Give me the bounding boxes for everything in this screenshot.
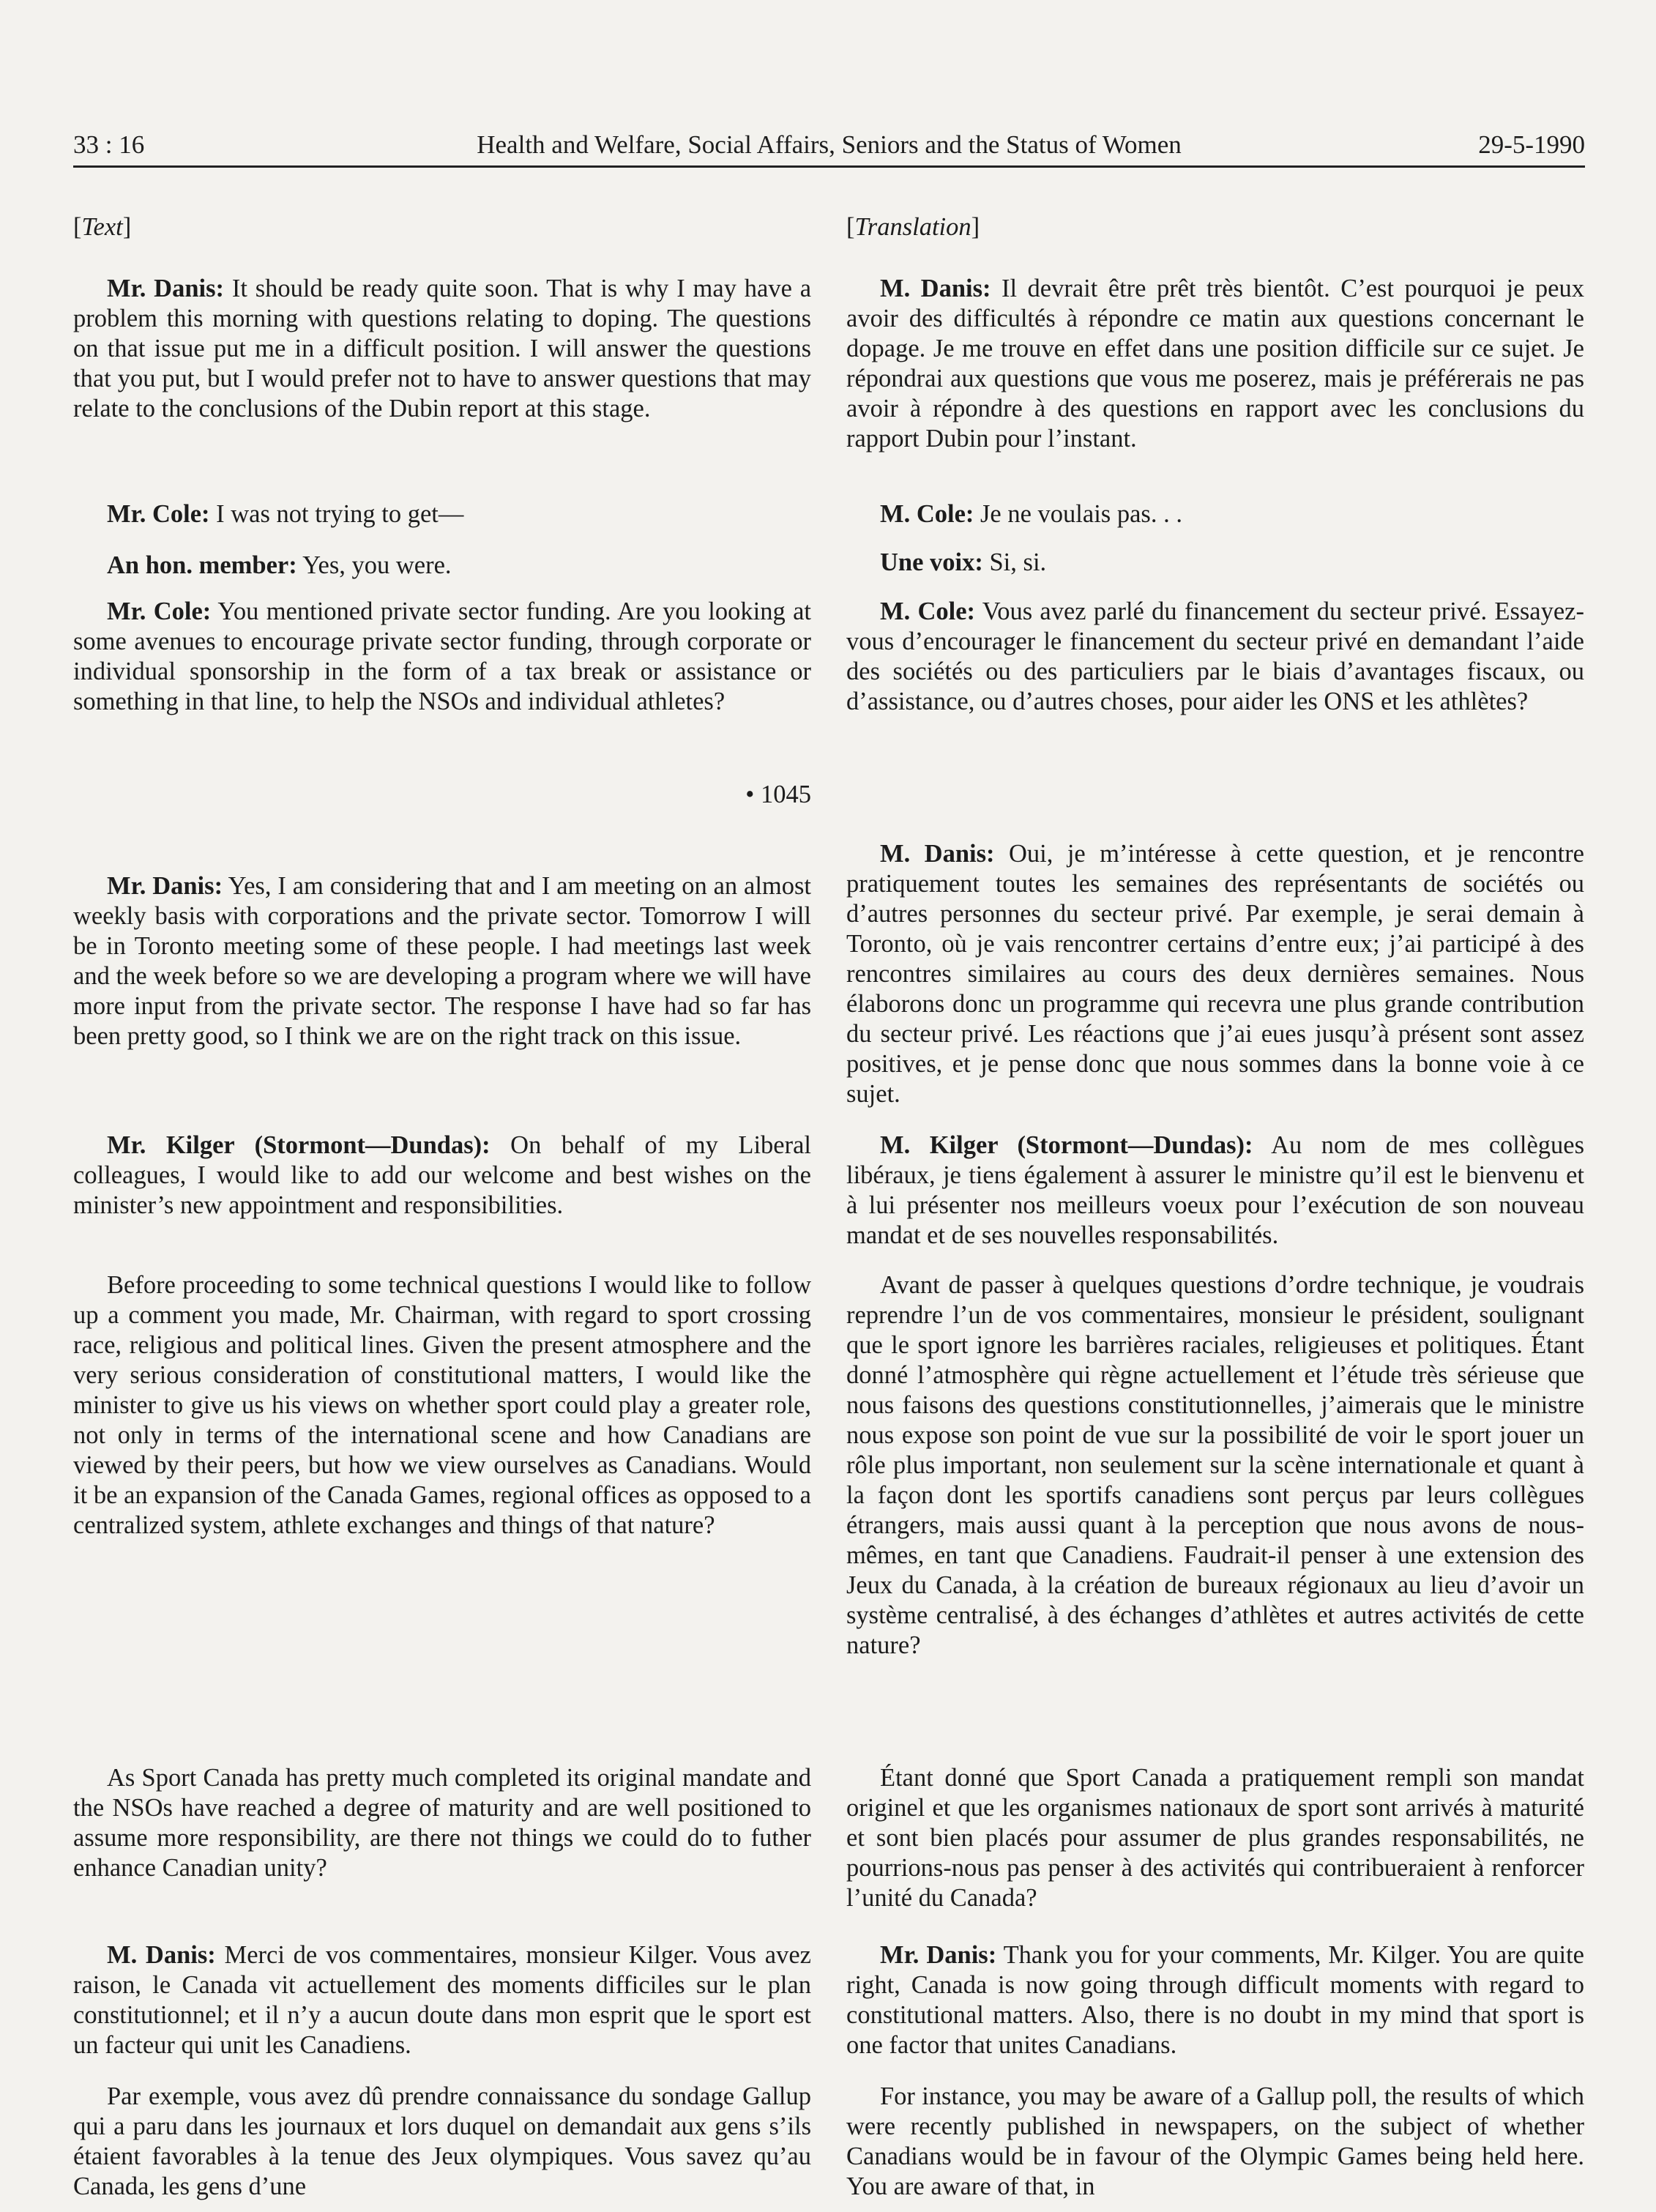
meeting-date: 29-5-1990	[1478, 130, 1585, 159]
paragraph: Mr. Danis: It should be ready quite soon. That is why I may have a problem this morning with questions relating to doping. The questions on that issue put me in a difficult position. I will answer the questions that you put, but I would prefer not to have to answer questions that may relate to the conclusions of the Dubin report at this stage.	[73, 275, 812, 422]
paragraph: Une voix: Si, si.	[880, 548, 1047, 576]
paragraph: M. Danis: Oui, je m’intéresse à cette question, et je rencontre pratiquement toutes les semaines des représentants de sociétés ou d’autres personnes du secteur privé. Par exemple, je serai demain à Toronto, où je vais rencontrer certains d’entre eux; j’ai participé à des rencontres similaires au cours des deux dernières semaines. Nous élaborons donc un programme qui recevra une plus grande contribution du secteur privé. Les réactions que j’ai eues jusqu’à présent sont assez positives, et je pense donc que nous sommes dans la bonne voie à ce sujet.	[846, 840, 1584, 1108]
page-number: 33 : 16	[73, 130, 145, 159]
paragraph: M. Danis: Il devrait être prêt très bientôt. C’est pourquoi je peux avoir des difficultés à répondre ce matin aux questions concernant le dopage. Je me trouve en effet dans une position difficile sur ce sujet. Je répondrai aux questions que vous me poserez, mais je préférerais ne pas avoir à répondre à des questions en rapport avec les conclusions du rapport Dubin pour l’instant.	[846, 275, 1584, 453]
paragraph: Before proceeding to some technical questions I would like to follow up a comment you made, Mr. Chairman, with regard to sport crossing race, religious and political lines. Given the present atmosphere and the very serious consideration of constitutional matters, I would like the minister to give us his views on whether sport could play a greater role, not only in terms of the international scene and how Canadians are viewed by their peers, but how we view ourselves as Canadians. Would it be an expansion of the Canada Games, regional offices as opposed to a centralized system, athlete exchanges and things of that nature?	[73, 1271, 811, 1539]
paragraph: Mr. Cole: I was not trying to get—	[107, 500, 464, 528]
time-marker: • 1045	[745, 781, 811, 808]
paragraph: Mr. Cole: You mentioned private sector funding. Are you looking at some avenues to encourage private sector funding, through corporate or individual sponsorship in the form of a tax break or assistance or something in that line, to help the NSOs and individual athletes?	[73, 597, 811, 715]
paragraph: Mr. Danis: Thank you for your comments, Mr. Kilger. You are quite right, Canada is now going through difficult moments with regard to constitutional matters. Also, there is no doubt in my mind that sport is one factor that unites Canadians.	[846, 1941, 1584, 2059]
paragraph: Étant donné que Sport Canada a pratiquement rempli son mandat originel et que les organismes nationaux de sport sont arrivés à maturité et sont bien placés pour assumer de plus grandes responsabilités, ne pourrions-nous pas penser à des activités qui contribueraient à renforcer l’unité du Canada?	[846, 1764, 1584, 1912]
column-label: [Translation]	[846, 213, 980, 241]
paragraph: M. Cole: Je ne voulais pas. . .	[880, 500, 1182, 528]
paragraph: As Sport Canada has pretty much completed its original mandate and the NSOs have reached a degree of maturity and are well positioned to assume more responsibility, are there not things we could do to futher enhance Canadian unity?	[73, 1764, 811, 1882]
paragraph: Mr. Kilger (Stormont—Dundas): On behalf of my Liberal colleagues, I would like to add our welcome and best wishes on the minister’s new appointment and responsibilities.	[73, 1131, 811, 1219]
paragraph: M. Kilger (Stormont—Dundas): Au nom de mes collègues libéraux, je tiens également à assurer le ministre qu’il est le bienvenu et à lui présenter nos meilleurs voeux pour l’exécution de son nouveau mandat et de ses nouvelles responsabilités.	[846, 1131, 1584, 1249]
paragraph: M. Cole: Vous avez parlé du financement du secteur privé. Essayez-vous d’encourager le financement du secteur privé en demandant l’aide des sociétés ou des particuliers par le biais d’avantages fiscaux, ou d’assistance, ou d’autres choses, pour aider les ONS et les athlètes?	[846, 597, 1584, 715]
committee-title: Health and Welfare, Social Affairs, Seniors and the Status of Women	[477, 130, 1182, 159]
paragraph: An hon. member: Yes, you were.	[107, 551, 452, 579]
paragraph: Mr. Danis: Yes, I am considering that and I am meeting on an almost weekly basis with corporations and the private sector. Tomorrow I will be in Toronto meeting some of these people. I had meetings last week and the week before so we are developing a program where we will have more input from the private sector. The response I have had so far has been pretty good, so I think we are on the right track on this issue.	[73, 872, 811, 1050]
column-label: [Text]	[73, 213, 132, 241]
paragraph: Avant de passer à quelques questions d’ordre technique, je voudrais reprendre l’un de vos commentaires, monsieur le président, soulignant que le sport ignore les barrières raciales, religieuses et politiques. Étant donné l’atmosphère qui règne actuellement et l’étude très sérieuse que nous faisons des questions constitutionnelles, j’aimerais que le ministre nous expose son point de vue sur la possibilité de voir le sport jouer un rôle plus important, non seulement sur la scène internationale et quant à la façon dont les sportifs canadiens sont perçus par leurs collègues étrangers, mais aussi quant à la perception que nous avons de nous-mêmes, en tant que Canadiens. Faudrait-il penser à une extension des Jeux du Canada, à la création de bureaux régionaux au lieu d’avoir un système centralisé, à des échanges d’athlètes et autres activités de cette nature?	[846, 1271, 1584, 1659]
paragraph: Par exemple, vous avez dû prendre connaissance du sondage Gallup qui a paru dans les journaux et lors duquel on demandait aux gens s’ils étaient favorables à la tenue des Jeux olympiques. Vous savez qu’au Canada, les gens d’une	[73, 2082, 811, 2200]
paragraph: M. Danis: Merci de vos commentaires, monsieur Kilger. Vous avez raison, le Canada vit actuellement des moments difficiles sur le plan constitutionnel; et il n’y a aucun doute dans mon esprit que le sport est un facteur qui unit les Canadiens.	[73, 1941, 811, 2059]
paragraph: For instance, you may be aware of a Gallup poll, the results of which were recently published in newspapers, on the subject of whether Canadians would be in favour of the Olympic Games being held here. You are aware of that, in	[846, 2082, 1584, 2200]
page-header	[73, 124, 1585, 168]
